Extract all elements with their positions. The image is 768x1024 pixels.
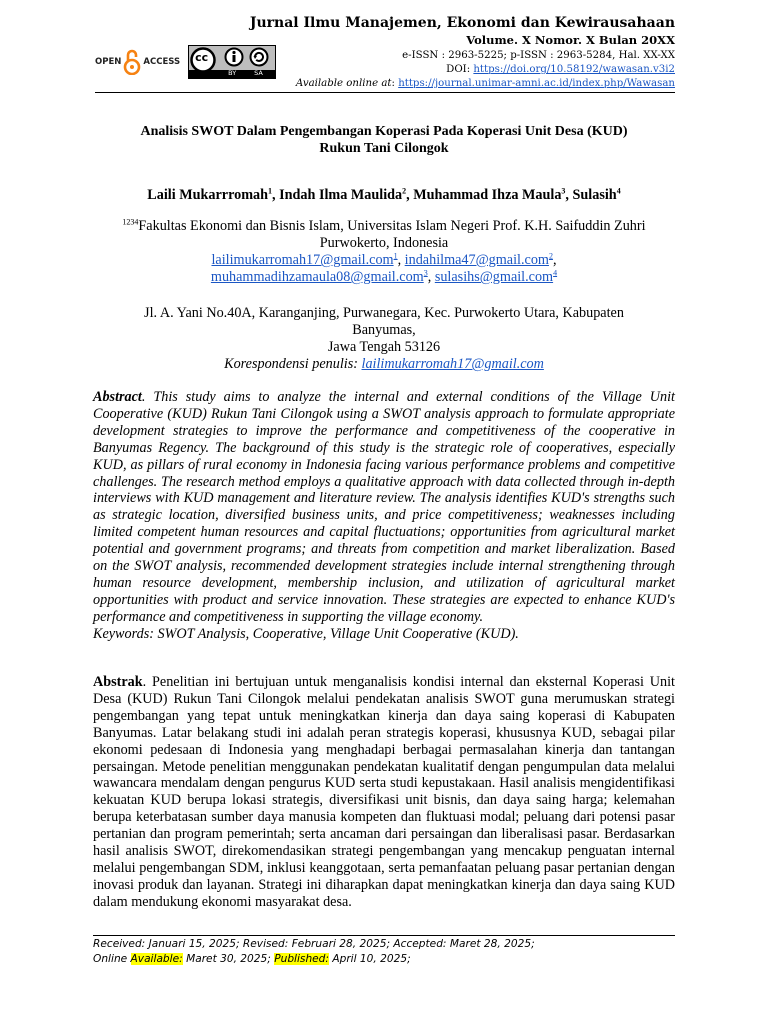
open-access-logo <box>95 49 180 75</box>
email-sep: , <box>397 252 405 268</box>
email-sup: 1 <box>393 251 398 261</box>
footer-divider <box>93 935 675 936</box>
affiliation-sup: 1234 <box>122 217 139 227</box>
abstrak-label: Abstrak <box>93 674 143 690</box>
address-line2: Banyumas, <box>352 322 416 338</box>
address-line3: Jawa Tengah 53126 <box>327 339 441 355</box>
email-line-2 <box>93 269 675 286</box>
author-name: Sulasih <box>572 187 617 203</box>
header-divider <box>95 92 675 93</box>
email-link[interactable]: lailimukarromah17@gmail.com <box>211 252 394 268</box>
by-label: BY <box>228 69 237 77</box>
author-list <box>93 187 675 204</box>
paper-title <box>93 123 675 157</box>
correspondence-label: Korespondensi penulis: <box>224 356 362 372</box>
doi-link[interactable]: https://doi.org/10.58192/wawasan.v3i2 <box>473 64 675 75</box>
footer-dates-line2 <box>93 953 411 965</box>
email-link[interactable]: indahilma47@gmail.com <box>404 252 549 268</box>
email-sep: , <box>552 252 557 268</box>
affiliation <box>93 218 675 286</box>
keywords: Keywords: SWOT Analysis, Cooperative, Village Unit Cooperative (KUD). <box>93 625 519 642</box>
footer-available-label: Available: <box>130 953 183 965</box>
sa-label: SA <box>254 69 263 77</box>
paper-title-line1: Analisis SWOT Dalam Pengembangan Koperasi Pada Koperasi Unit Desa (KUD) <box>140 124 628 139</box>
journal-issn: e-ISSN : 2963-5225; p-ISSN : 2963-5284, Hal. XX-XX <box>402 50 675 61</box>
footer-available-date: Maret 30, 2025; <box>182 953 275 965</box>
available-online <box>296 78 675 89</box>
correspondence-email-link[interactable]: lailimukarromah17@gmail.com <box>361 356 544 372</box>
email-link[interactable]: sulasihs@gmail.com <box>434 269 554 285</box>
email-link[interactable]: muhammadihzamaula08@gmail.com <box>210 269 424 285</box>
open-access-right-text: ACCESS <box>143 57 181 67</box>
author-sep: , <box>406 187 414 203</box>
journal-doi <box>446 64 675 75</box>
footer-online-prefix: Online <box>93 953 131 965</box>
abstract-text: . This study aims to analyze the internal and external conditions of the Village Unit Cooperative (KUD) Rukun Tani Cilongok using a SWOT analysis approach to formulate appropriate development strategies to improve the performance and competitiveness of the cooperative in Banyumas Regency. The background of this study is the strategic role of cooperatives, especially KUD, as pillars of rural economy in Indonesia facing various performance problems and competitive challenges. The research method employs a qualitative approach with data collected through in-depth interviews with KUD management and literature review. The analysis identifies KUD's strengths such as strategic location, diversified business units, and price competitiveness; weaknesses including limited competent human resources and capital fluctuations; opportunities from agricultural market potential and government programs; and threats from competition and market liberalization. Based on the SWOT analysis, recommended development strategies include internal strengthening through human resource development, membership inclusion, and utilization of agricultural market opportunities with product and service innovation. These strategies are expected to enhance KUD's performance and competitiveness in supporting the village economy. <box>93 389 675 625</box>
email-sup: 2 <box>548 251 553 261</box>
abstrak-text: . Penelitian ini bertujuan untuk menganalisis kondisi internal dan eksternal Koperasi Unit Desa (KUD) Rukun Tani Cilongok melalui pendekatan analisis SWOT guna merumuskan strategi pengembangan yang tepat untuk meningkatkan kinerja dan daya saing koperasi di Kabupaten Banyumas. Latar belakang studi ini adalah peran strategis koperasi, khususnya KUD, sebagai pilar ekonomi pedesaan di Indonesia yang menghadapi berbagai permasalahan kinerja dan tantangan persaingan. Metode penelitian menggunakan pendekatan kualitatif dengan pengumpulan data melalui wawancara mendalam dengan pengurus KUD serta studi kepustakaan. Hasil analisis mengidentifikasi kekuatan KUD berupa lokasi strategis, diversifikasi unit bisnis, dan daya saing harga; kelemahan berupa keterbatasan sumber daya manusia kompeten dan fluktuasi modal; peluang dari potensi pasar pertanian dan program pemerintah; serta ancaman dari persaingan dan liberalisasi pasar. Berdasarkan hasil analisis SWOT, direkomendasikan strategi pengembangan yang mencakup penguatan internal melalui pengembangan SDM, inklusi keanggotaan, serta pemanfaatan peluang pasar pertanian dengan inovasi produk dan layanan. Strategi ini diharapkan dapat meningkatkan kinerja dan daya saing KUD dalam mendukung ekonomi masyarakat desa. <box>93 674 675 910</box>
author-sup: 3 <box>561 186 566 196</box>
journal-volume: Volume. X Nomor. X Bulan 20XX <box>466 33 675 47</box>
paper-title-line2: Rukun Tani Cilongok <box>319 141 449 156</box>
cc-by-sa-badge <box>188 45 276 79</box>
author-sep: , <box>565 187 573 203</box>
abstract-label: Abstract <box>93 389 142 405</box>
author-name: Muhammad Ihza Maula <box>413 187 562 203</box>
author-sep: , <box>272 187 280 203</box>
email-sup: 3 <box>423 268 428 278</box>
footer-published-label: Published: <box>274 953 329 965</box>
author-name: Laili Mukarrromah <box>147 187 269 203</box>
address-line1: Jl. A. Yani No.40A, Karanganjing, Purwanegara, Kec. Purwokerto Utara, Kabupaten <box>144 305 624 321</box>
affiliation-line1: Fakultas Ekonomi dan Bisnis Islam, Universitas Islam Negeri Prof. K.H. Saifuddin Zuhri <box>138 218 646 234</box>
author-name: Indah Ilma Maulida <box>279 187 403 203</box>
footer-published-date: April 10, 2025; <box>328 953 411 965</box>
abstract-indonesian <box>93 674 675 911</box>
affiliation-line2: Purwokerto, Indonesia <box>319 235 449 251</box>
available-label: Available online at <box>295 78 392 89</box>
journal-title: Jurnal Ilmu Manajemen, Ekonomi dan Kewirausahaan <box>249 15 675 31</box>
email-line-1 <box>93 252 675 269</box>
address <box>93 305 675 373</box>
author-sup: 2 <box>402 186 407 196</box>
available-sep: : <box>391 78 399 89</box>
doi-label: DOI: <box>446 64 474 75</box>
logo-area <box>95 44 276 80</box>
author-sup: 1 <box>268 186 273 196</box>
email-sep: , <box>427 269 435 285</box>
footer-dates-line1: Received: Januari 15, 2025; Revised: Februari 28, 2025; Accepted: Maret 28, 2025; <box>93 938 535 950</box>
email-sup: 4 <box>553 268 558 278</box>
author-sup: 4 <box>616 186 621 196</box>
abstract-english <box>93 389 675 643</box>
journal-url-link[interactable]: https://journal.unimar-amni.ac.id/index.php/Wawasan <box>398 78 675 89</box>
open-lock-icon <box>123 49 141 75</box>
open-access-left-text: OPEN <box>95 57 122 67</box>
cc-label: cc <box>195 51 209 64</box>
